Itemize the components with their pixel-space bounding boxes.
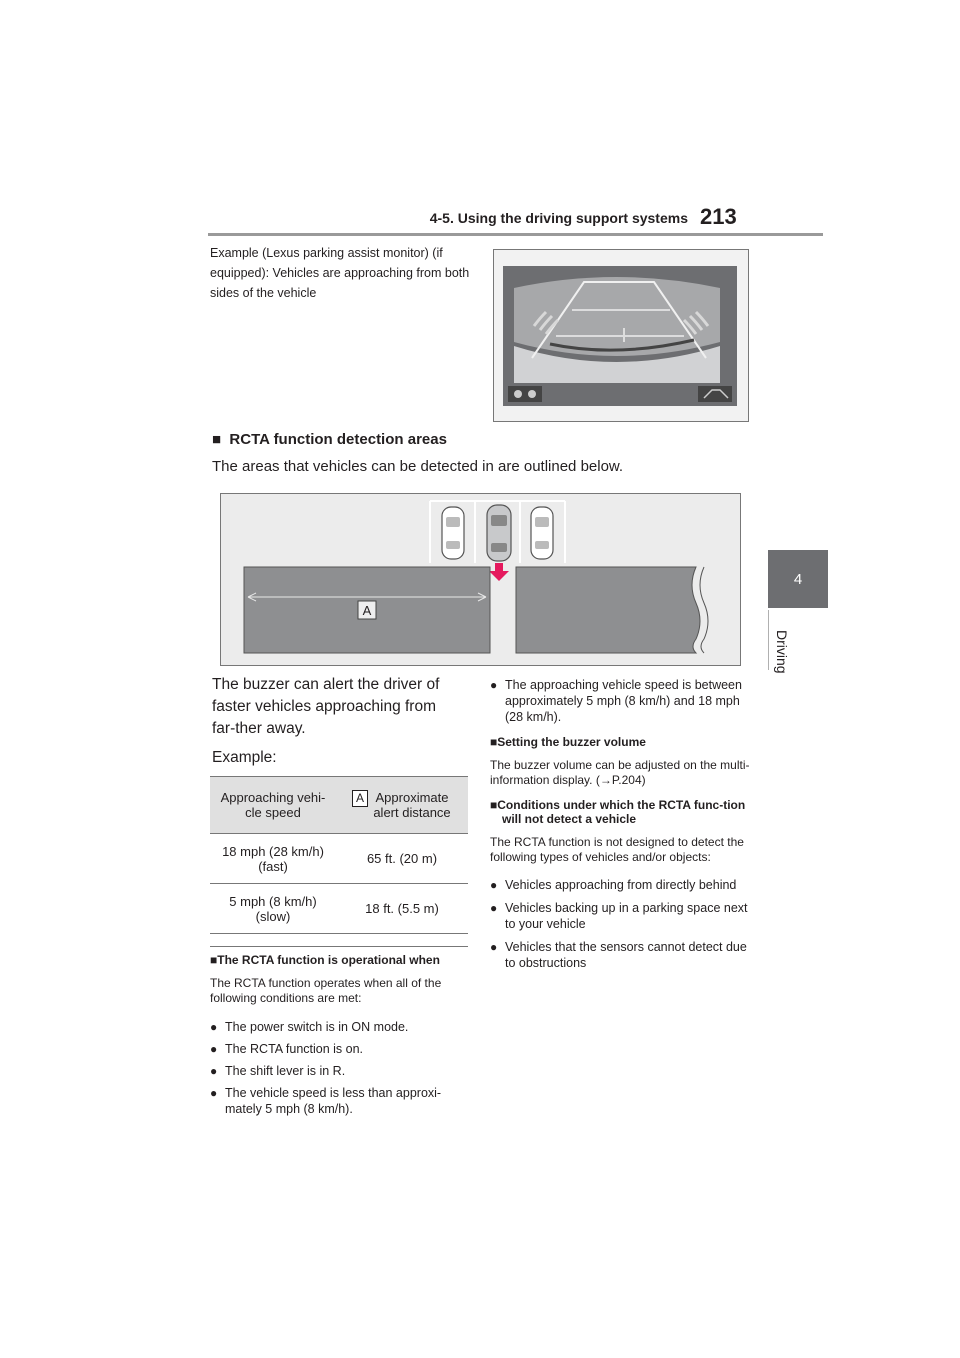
list-item: ● Vehicles backing up in a parking space next to your vehicle (490, 901, 748, 931)
section-heading: ■ RCTA function detection areas (212, 431, 447, 448)
chapter-tab (768, 550, 828, 608)
header-rule (208, 233, 823, 236)
list-item: ● The power switch is in ON mode. (210, 1020, 409, 1034)
figure1-caption: Example (Lexus parking assist monitor) (if equipped): Vehicles are approaching from both sides of the vehicle (210, 246, 470, 300)
conditions-text: The RCTA function is not designed to detect the following types of vehicles and/or objects: (490, 835, 744, 864)
parking-monitor-svg (494, 250, 748, 421)
table-header-row (210, 777, 468, 834)
list-item: ● The shift lever is in R. (210, 1064, 346, 1078)
parked-car-right (531, 507, 553, 559)
example-label: Example: (212, 749, 277, 766)
table-row (210, 884, 468, 934)
own-vehicle (487, 505, 511, 561)
table-row (210, 834, 468, 884)
list-item: ● The RCTA function is on. (210, 1042, 364, 1056)
chapter-label: Driving (774, 630, 790, 674)
parking-monitor-image (493, 249, 749, 422)
section-intro: The areas that vehicles can be detected in are outlined below. (212, 458, 624, 475)
volume-text: The buzzer volume can be adjusted on the multi-information display. (→P.204) (490, 758, 750, 787)
header-badge-a: A (352, 790, 368, 807)
list-item: ● Vehicles that the sensors cannot detect due to obstructions (490, 940, 747, 970)
list-item: ● Vehicles approaching from directly behind (490, 878, 737, 892)
list-item: ● The approaching vehicle speed is between approximately 5 mph (8 km/h) and 18 mph (28 km/h). (490, 678, 742, 724)
operational-section (210, 953, 472, 1117)
conditions-heading: ■Conditions under which the RCTA func-tion will not detect a vehicle (490, 798, 746, 826)
operational-heading: ■The RCTA function is operational when (210, 953, 440, 967)
chapter-number: 4 (793, 570, 803, 588)
camera-view-icon (698, 386, 732, 402)
speed-cell: 5 mph (8 km/h) (slow) (210, 884, 336, 934)
section-title: 4-5. Using the driving support systems (429, 210, 688, 226)
section-rule (210, 946, 468, 947)
speed-cell: 18 mph (28 km/h) (fast) (210, 834, 336, 884)
list-item: ● The vehicle speed is less than approxi-mately 5 mph (8 km/h). (210, 1086, 442, 1116)
buzzer-text: The buzzer can alert the driver of faster vehicles approaching from far-ther away. (212, 676, 440, 737)
volume-heading: ■Setting the buzzer volume (490, 735, 646, 749)
distance-cell: 65 ft. (20 m) (336, 834, 468, 884)
chapter-label-wrap (768, 630, 798, 690)
header-distance: A Approximate alert distance (336, 777, 468, 834)
sensor-icon (508, 386, 542, 402)
label-a: A (362, 603, 372, 618)
camera-view (514, 277, 720, 356)
operational-text: The RCTA function operates when all of the following conditions are met: (210, 976, 442, 1005)
right-column (490, 677, 752, 971)
distance-cell: 18 ft. (5.5 m) (336, 884, 468, 934)
header-speed: Approaching vehi-cle speed (210, 777, 336, 834)
alert-distance-table (210, 776, 468, 934)
page-number: 213 (700, 204, 737, 229)
parked-car-left (442, 507, 464, 559)
detection-area-diagram (220, 493, 741, 666)
detection-zone-right (516, 567, 700, 653)
